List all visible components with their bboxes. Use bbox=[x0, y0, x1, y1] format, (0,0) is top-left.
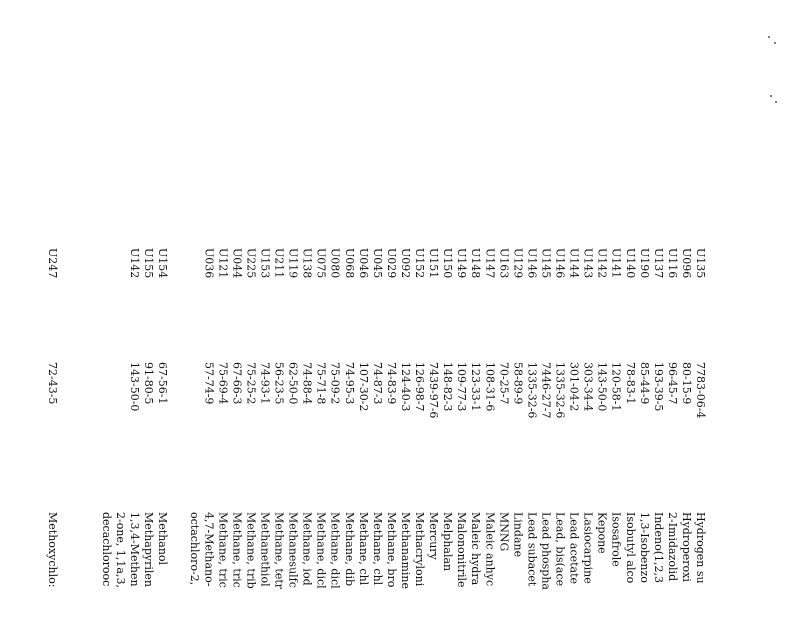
row-chemical-name: MNNG bbox=[497, 512, 511, 552]
row-chemical-name: Methane, tric bbox=[230, 512, 244, 588]
row-chemical-name: Malononitrile bbox=[455, 512, 469, 588]
row-chemical-name: Kepone bbox=[595, 512, 609, 554]
row-cas-number: 193-39-5 bbox=[651, 362, 665, 412]
row-chemical-name: Maleic hydra bbox=[469, 512, 483, 586]
row-cas-number: 148-82-3 bbox=[441, 362, 455, 412]
row-code: U146 bbox=[525, 248, 539, 279]
row-chemical-name: Mercury bbox=[427, 512, 441, 560]
row-chemical-name: Lindane bbox=[511, 512, 525, 558]
row-chemical-name: octachloro-2, bbox=[188, 512, 202, 586]
row-code: U142 bbox=[128, 248, 142, 279]
row-chemical-name: Methanethiol bbox=[258, 512, 272, 587]
row-chemical-name: Lead acetate bbox=[567, 512, 581, 585]
row-chemical-name: 1,3-Isobenzo bbox=[637, 512, 651, 583]
row-code: U046 bbox=[356, 248, 370, 279]
row-cas-number: 74-87-3 bbox=[370, 362, 384, 405]
row-code: U036 bbox=[202, 248, 216, 279]
row-code: U119 bbox=[286, 248, 300, 279]
row-cas-number: 91-80-5 bbox=[142, 362, 156, 405]
row-cas-number: 72-43-5 bbox=[45, 362, 59, 405]
row-cas-number: 143-50-0 bbox=[595, 362, 609, 412]
row-chemical-name: Methanol bbox=[156, 512, 170, 566]
row-code: U080 bbox=[328, 248, 342, 279]
row-chemical-name: Lead subacet bbox=[525, 512, 539, 587]
row-chemical-name: Methane, iod bbox=[300, 512, 314, 586]
row-cas-number: 58-89-9 bbox=[511, 362, 525, 405]
row-cas-number: 124-40-3 bbox=[398, 362, 412, 412]
row-code: U092 bbox=[398, 248, 412, 279]
row-cas-number: 74-88-4 bbox=[300, 362, 314, 405]
row-chemical-name: Methane, tetr bbox=[272, 512, 286, 590]
row-cas-number: 303-34-4 bbox=[581, 362, 595, 412]
row-code: U147 bbox=[483, 248, 497, 279]
row-chemical-name: Methoxychlo: bbox=[45, 512, 59, 588]
row-code: U075 bbox=[314, 248, 328, 279]
row-code: U150 bbox=[441, 248, 455, 279]
row-chemical-name: Melphalan bbox=[441, 512, 455, 572]
row-chemical-name: Methane, trib bbox=[244, 512, 258, 589]
row-cas-number: 78-83-1 bbox=[623, 362, 637, 405]
row-cas-number: 143-50-0 bbox=[128, 362, 142, 412]
row-cas-number: 7783-06-4 bbox=[694, 362, 707, 419]
scan-speck bbox=[768, 36, 770, 38]
row-chemical-name: Methane, dicl bbox=[314, 512, 328, 589]
row-code: U145 bbox=[539, 248, 553, 279]
row-code: U029 bbox=[384, 248, 398, 279]
row-chemical-name: Lead, bis(ace bbox=[553, 512, 567, 587]
row-cas-number: 75-71-8 bbox=[314, 362, 328, 405]
row-cas-number: 1335-32-6 bbox=[525, 362, 539, 419]
row-code: U211 bbox=[272, 248, 286, 279]
row-code: U247 bbox=[45, 248, 59, 279]
row-code: U151 bbox=[427, 248, 441, 279]
row-cas-number: 80-15-9 bbox=[679, 362, 693, 405]
row-chemical-name: 2-one, 1,1a,3, bbox=[114, 512, 127, 588]
row-cas-number: 85-44-9 bbox=[637, 362, 651, 405]
row-code: U225 bbox=[244, 248, 258, 279]
scan-speck bbox=[775, 101, 777, 103]
row-cas-number: 67-66-3 bbox=[230, 362, 244, 405]
row-chemical-name: Methane, tric bbox=[216, 512, 230, 588]
row-cas-number: 301-04-2 bbox=[567, 362, 581, 412]
row-code: U121 bbox=[216, 248, 230, 279]
row-cas-number: 109-77-3 bbox=[455, 362, 469, 412]
row-code: U144 bbox=[567, 248, 581, 279]
row-chemical-name: Methacryloni bbox=[413, 512, 426, 587]
row-code: U163 bbox=[497, 248, 511, 279]
row-chemical-name: Hydrogen su bbox=[694, 512, 707, 584]
row-chemical-name: Methane, dib bbox=[342, 512, 356, 587]
row-code: U148 bbox=[469, 248, 483, 279]
row-code: U135 bbox=[694, 248, 707, 279]
row-cas-number: 74-95-3 bbox=[342, 362, 356, 405]
scan-speck bbox=[770, 95, 772, 97]
row-code: U138 bbox=[300, 248, 314, 279]
row-cas-number: 7439-97-6 bbox=[427, 362, 441, 419]
row-chemical-name: Methane, chl bbox=[356, 512, 370, 586]
row-code: U154 bbox=[156, 248, 170, 279]
row-cas-number: 108-31-6 bbox=[483, 362, 497, 412]
row-chemical-name: Hydroperoxi bbox=[679, 512, 693, 582]
row-chemical-name: Maleic anhyc bbox=[483, 512, 497, 587]
row-chemical-name: Methane, chl bbox=[370, 512, 384, 586]
row-chemical-name: Lead phospha bbox=[539, 512, 553, 590]
row-code: U153 bbox=[258, 248, 272, 279]
row-code: U129 bbox=[511, 248, 525, 279]
row-code: U096 bbox=[679, 248, 693, 279]
row-cas-number: 126-98-7 bbox=[413, 362, 426, 412]
row-cas-number: 120-58-1 bbox=[609, 362, 623, 412]
row-chemical-name: 2-Imidazolid bbox=[665, 512, 679, 582]
row-cas-number: 1335-32-6 bbox=[553, 362, 567, 419]
row-cas-number: 62-50-0 bbox=[286, 362, 300, 405]
row-code: U143 bbox=[581, 248, 595, 279]
row-code: U190 bbox=[637, 248, 651, 279]
row-code: U116 bbox=[665, 248, 679, 279]
row-chemical-name: 4,7-Methano- bbox=[202, 512, 216, 587]
row-code: U044 bbox=[230, 248, 244, 279]
row-code: U068 bbox=[342, 248, 356, 279]
row-code: U142 bbox=[595, 248, 609, 279]
row-cas-number: 75-25-2 bbox=[244, 362, 258, 405]
row-chemical-name: Methanesulfc bbox=[286, 512, 300, 588]
row-chemical-name: Isosafrole bbox=[609, 512, 623, 567]
row-cas-number: 67-56-1 bbox=[156, 362, 170, 405]
row-code: U140 bbox=[623, 248, 637, 279]
row-chemical-name: decachlorooc bbox=[99, 512, 113, 587]
row-code: U146 bbox=[553, 248, 567, 279]
row-cas-number: 123-33-1 bbox=[469, 362, 483, 412]
row-chemical-name: Indeno(1,2,3 bbox=[651, 512, 665, 583]
row-chemical-name: Lasiocarpine bbox=[581, 512, 595, 584]
row-cas-number: 75-09-2 bbox=[328, 362, 342, 405]
row-chemical-name: 1,3,4-Methen bbox=[128, 512, 142, 587]
row-chemical-name: Methapyrilen bbox=[142, 512, 156, 587]
row-cas-number: 74-93-1 bbox=[258, 362, 272, 405]
row-cas-number: 56-23-5 bbox=[272, 362, 286, 405]
row-chemical-name: Methane, bro bbox=[384, 512, 398, 588]
row-cas-number: 70-25-7 bbox=[497, 362, 511, 405]
row-cas-number: 96-45-7 bbox=[665, 362, 679, 405]
row-code: U137 bbox=[651, 248, 665, 279]
row-cas-number: 107-30-2 bbox=[356, 362, 370, 412]
row-code: U149 bbox=[455, 248, 469, 279]
row-code: U152 bbox=[413, 248, 426, 279]
row-chemical-name: Methanamine bbox=[398, 512, 412, 590]
row-cas-number: 7446-27-7 bbox=[539, 362, 553, 419]
row-chemical-name: Isobutyl alco bbox=[623, 512, 637, 584]
row-cas-number: 75-69-4 bbox=[216, 362, 230, 405]
row-code: U141 bbox=[609, 248, 623, 279]
scan-speck bbox=[774, 42, 776, 44]
row-chemical-name: Methane, dicl bbox=[328, 512, 342, 589]
row-cas-number: 74-83-9 bbox=[384, 362, 398, 405]
row-code: U155 bbox=[142, 248, 156, 279]
row-cas-number: 57-74-9 bbox=[202, 362, 216, 405]
row-code: U045 bbox=[370, 248, 384, 279]
